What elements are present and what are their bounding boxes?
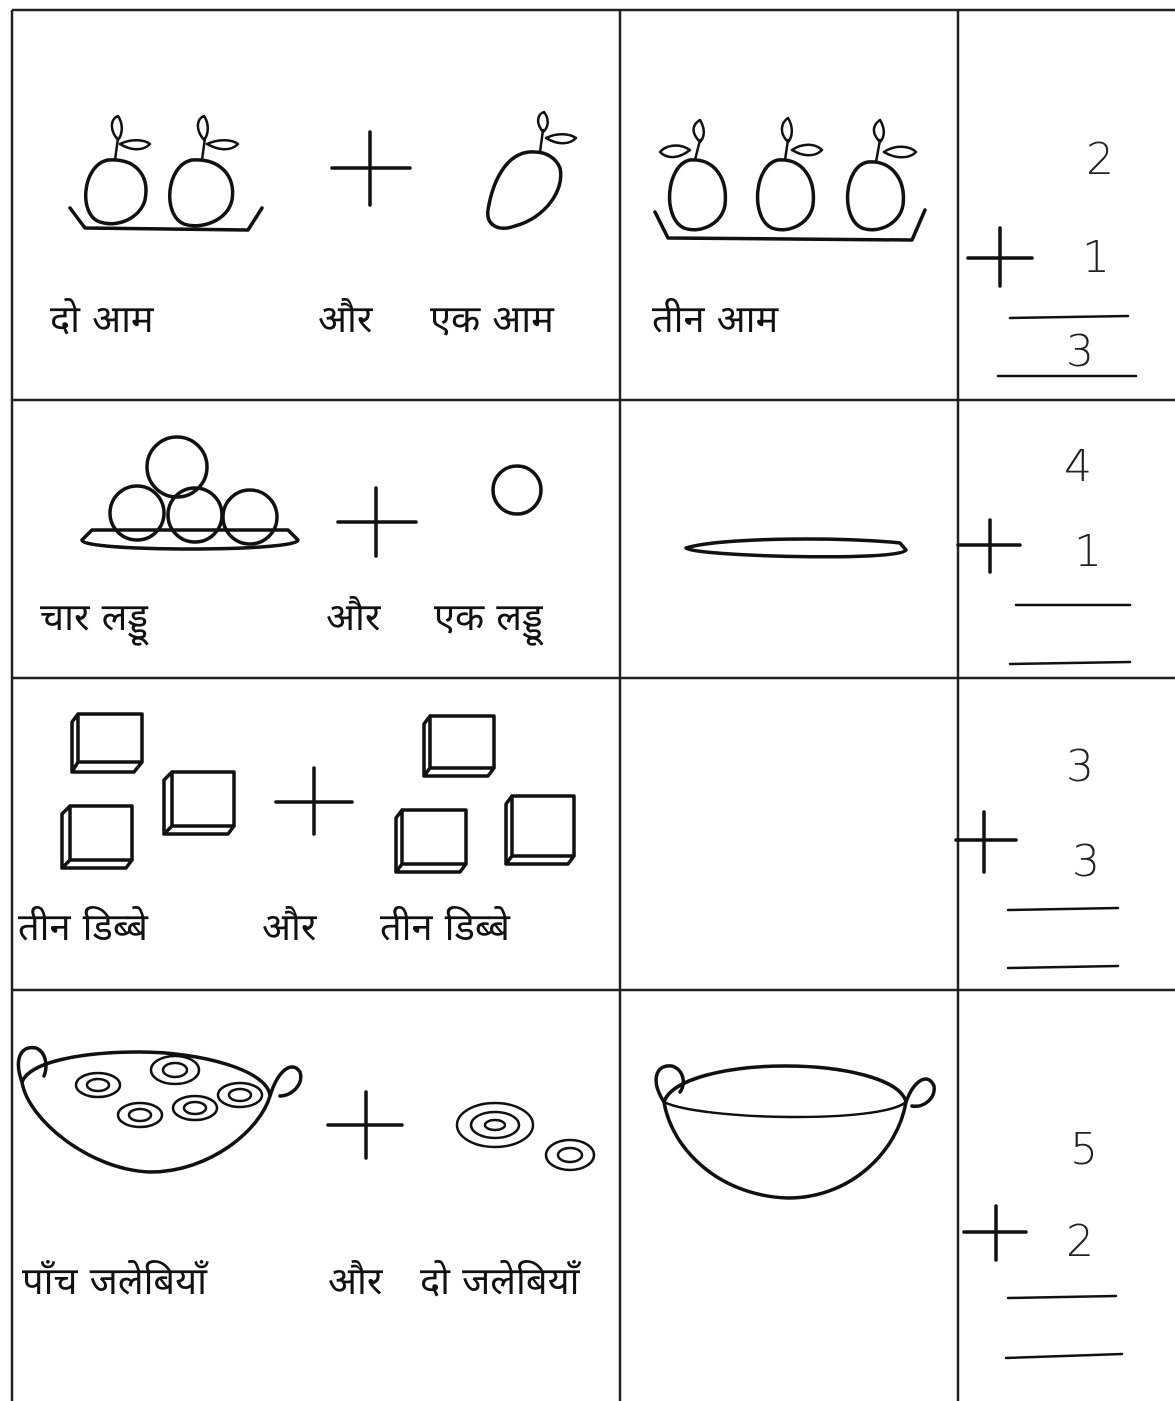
row1-answer-caption: तीन आम [652,297,779,341]
row3-top-number: 3 [1066,741,1094,792]
row4-caption-and: और [328,1259,383,1303]
box-icon [424,716,494,776]
box-icon [164,772,234,834]
plate-icon [686,539,906,557]
mango-icon [848,120,916,230]
row1-top-number: 2 [1086,134,1114,185]
jalebi-icon [118,1103,162,1127]
plus-sign-icon [338,488,416,556]
row2-bottom-number: 1 [1074,526,1102,577]
row1-bottom-number: 1 [1082,232,1110,283]
box-icon [72,714,142,772]
plus-sign-icon [328,1092,402,1158]
basket-icon [655,210,925,240]
laddoo-icon [223,490,277,544]
row4-caption-left: पाँच जलेबियाँ [22,1259,208,1303]
plus-sign-icon [956,812,1016,872]
mango-icon [660,120,725,230]
jalebi-icon [218,1083,262,1107]
basket-icon [70,208,262,230]
mango-icon [170,116,238,226]
plus-sign-icon [968,228,1032,286]
row2-caption-right: एक लड्डू [434,595,543,639]
row3-bottom-number: 3 [1072,836,1100,887]
row4-bottom-number: 2 [1066,1216,1094,1267]
plus-sign-icon [332,132,410,205]
laddoo-icon [110,486,164,540]
jalebi-icon [546,1140,594,1170]
row4-caption-right: दो जलेबियाँ [420,1259,580,1303]
laddoo-icon [168,488,222,542]
row2-caption-and: और [326,595,381,639]
row1-caption-left: दो आम [50,297,154,341]
jalebi-icon [76,1073,120,1097]
row2-caption-left: चार लड्डू [40,595,148,639]
plus-sign-icon [958,520,1020,572]
plus-sign-icon [964,1206,1026,1260]
row1-caption-right: एक आम [430,297,554,341]
row2-top-number: 4 [1064,441,1092,492]
row3-caption-right: तीन डिब्बे [380,905,510,949]
mango-icon [758,118,822,230]
jalebi-icon [457,1103,533,1147]
box-icon [506,796,574,864]
jalebi-icon [173,1096,217,1120]
row4-top-number: 5 [1070,1124,1098,1175]
row3-caption-and: और [262,905,317,949]
box-icon [62,806,132,868]
mango-icon [488,112,576,228]
row3-caption-left: तीन डिब्बे [18,905,148,949]
jalebi-icon [151,1056,199,1084]
plus-sign-icon [276,768,352,834]
row1-sum-number: 3 [1066,326,1094,377]
kadhai-icon [656,1066,934,1198]
box-icon [396,810,466,872]
laddoo-icon [493,466,541,514]
row1-caption-and: और [318,297,373,341]
mango-icon [86,116,150,224]
